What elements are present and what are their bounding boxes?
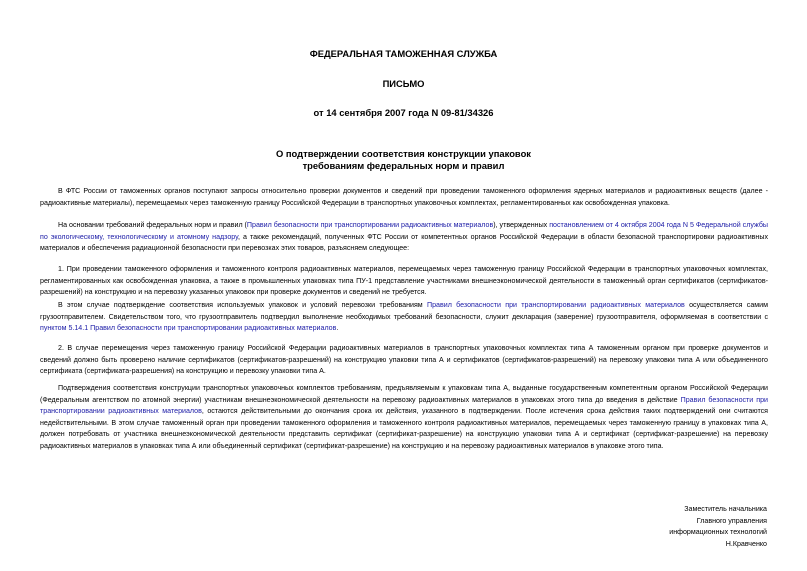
paragraph-4-text-b: осуществляется самим грузоотправителем. Свидетельством того, что грузоотправитель подтвердил выполнение необходимых требований безопасности, служит декларация (заверение) грузоотправителя, оформляемая в соответствии с [40, 301, 768, 321]
document-subject [0, 148, 807, 172]
signature-position-2: Главного управления [696, 516, 767, 525]
agency-name: ФЕДЕРАЛЬНАЯ ТАМОЖЕННАЯ СЛУЖБА [309, 48, 498, 59]
paragraph-3: 1. При проведении таможенного оформления и таможенного контроля радиоактивных материалов, перемещаемых через таможенную границу Российской Федерации в транспортных упаковочных комплектах, регламентированных как освобожденная упаковка, а также в промышленных упаковках типа ПУ-1 представление участниками внешнеэкономической деятельности в таможенный орган сертификатов (сертификатов-разрешений) на конструкцию и на перевозку указанных упаковок при проверке документов и сведений не требуется. [40, 265, 768, 297]
paragraph-2-text-a: На основании требований федеральных норм и правил ( [58, 221, 247, 229]
signatory-name: Н.Кравченко [725, 539, 767, 548]
paragraph-6-text-a: Подтверждения соответствия конструкции транспортных упаковочных комплектов требованиям, предъявляемым к упаковкам типа А, выданные государственным компетентным органом Российской Федерации (Федеральным агентством по атомной энергии) участникам внешнеэкономической деятельности на перевозку радиоактивных материалов в упаковках этого типа до введения в действие [40, 384, 768, 404]
link-transport-safety-rules-2[interactable]: Правил безопасности при транспортировании радиоактивных материалов [426, 301, 685, 309]
subject-line-2: требованиям федеральных норм и правил [302, 160, 505, 171]
paragraph-2-text-b: ), утвержденных [493, 221, 550, 229]
document-date-number: от 14 сентября 2007 года N 09-81/34326 [313, 107, 494, 118]
paragraph-1: В ФТС России от таможенных органов поступают запросы относительно проверки документов и сведений при проведении таможенного оформления ядерных материалов и радиоактивных веществ (далее - радиоактивные материалы), перемещаемых через таможенную границу Российской Федерации в транспортных упаковочных комплектах, регламентированных как освобожденная упаковка. [40, 187, 768, 207]
paragraph-6 [40, 383, 768, 453]
document-type: ПИСЬМО [382, 78, 425, 89]
paragraph-2-text-c: , а также рекомендаций, полученных ФТС России от компетентных органов Российской Федерации в области безопасной транспортировки радиоактивных материалов и обеспечения радиационной безопасности при перевозках этих товаров, разъясняем следующее: [40, 232, 768, 253]
paragraph-6-text-b: , остаются действительными до окончания срока их действия, указанного в подтверждении. После истечения срока действия таких подтверждений они считаются недействительными. В этом случае таможенный орган при проведении таможенного оформления и таможенного контроля радиоактивных материалов, перемещаемых через таможенную границу в упаковках типа А, должен потребовать от участника внешнеэкономической деятельности представить сертификат (сертификат-разрешение) на конструкцию упаковки типа А и сертификат (сертификат-разрешение) на перевозку радиоактивных материалов в упаковках типа А или объединенный сертификат (сертификат-разрешение) на конструкцию и на перевозку радиоактивных материалов в упаковке этого типа. [40, 407, 769, 450]
signature-block [669, 504, 767, 550]
paragraph-2 [40, 220, 768, 255]
paragraph-4 [40, 300, 768, 335]
subject-line-1: О подтверждении соответствия конструкции упаковок [275, 148, 531, 159]
link-rostekhnadzor-resolution[interactable]: постановлением от 4 октября 2004 года N 5 Федеральной службы по экологическому, технологическому и атомному надзору [40, 221, 768, 241]
link-transport-safety-rules-3[interactable]: Правил безопасности при транспортировании радиоактивных материалов [40, 395, 768, 416]
paragraph-4-text-c: . [336, 324, 339, 333]
link-transport-safety-rules[interactable]: Правил безопасности при транспортировании радиоактивных материалов [246, 221, 494, 229]
paragraph-4-text-a: В этом случае подтверждение соответствия используемых упаковок и условий перевозки требованиям [58, 301, 427, 309]
paragraph-5: 2. В случае перемещения через таможенную границу Российской Федерации радиоактивных материалов в транспортных упаковочных комплектах типа А таможенным органом при проверке документов и сведений должно быть проверено наличие сертификатов (сертификатов-разрешений) на конструкцию упаковки типа А и сертификатов (сертификатов-разрешений) на перевозку упаковки типа А или объединенного сертификата (сертификата-разрешения) на конструкцию и перевозку упаковки типа А. [40, 344, 768, 376]
signature-position-3: информационных технологий [669, 528, 767, 537]
signature-position-1: Заместитель начальника [684, 505, 767, 513]
link-point-5-14-1[interactable]: пунктом 5.14.1 Правил безопасности при транспортировании радиоактивных материалов [40, 324, 337, 333]
